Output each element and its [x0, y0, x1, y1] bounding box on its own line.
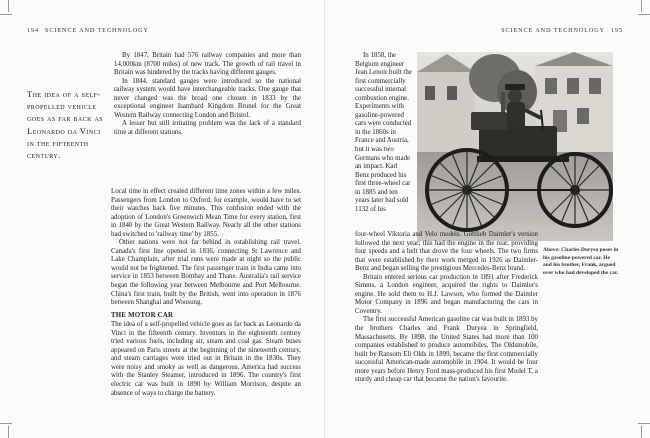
right-page-number: 195	[611, 27, 623, 34]
pull-quote: The idea of a self-propelled vehicle goes as far back as Leonardo da Vinci in the fifteenth century.	[27, 89, 104, 161]
paragraph: The first successful American gasoline car was built in 1893 by the brothers Charles and Frank Duryea in Springfield, Massachusetts. By 1898, the United States had more than 100 companies established to produce automobiles. The Oldsmobile, built by Ransom Eli Olds in 1899, became the first commercially successful American-made automobile in 1904. It would be four more years before Henry Ford mass-produced his first Model T, a sturdy and cheap car that became the nation's favourite.	[355, 316, 538, 384]
car-photo-illustration	[417, 52, 613, 241]
paragraph: Britain entered serious car production in 1891 after Frederick Simms, a London engineer, acquired the rights to Daimler's engine. He sold them to H.J. Lawson, who formed the Daimler Motor Company in 1896 and began manufacturing the cars in Coventry.	[355, 273, 538, 315]
paragraph: The idea of a self-propelled vehicle goes as far back as Leonardo da Vinci in the fifteenth century. Inventors in the eighteenth century tried various fuels, including air, steam and coal gas. Steam buses appeared on Paris streets at the beginning of the nineteenth century, and steam carriages were tried out in Britain in the 1830s. They were noisy and smoky as well as dangerous. America had success with the Stanley Steamer, introduced in 1896. The country's first electric car was built in 1890 by William Morrison, despite an absence of ways to charge the battery.	[111, 321, 301, 397]
crop-mark	[641, 426, 642, 438]
right-narrow-column	[355, 52, 412, 214]
section-heading: THE MOTOR CAR	[111, 311, 174, 319]
paragraph: Local time in effect created different time zones within a few miles. Passengers from London to Oxford, for example, would have to set their watches back five minutes. This confusion ended with the adoption of London's Greenwich Mean Time for every station, first in 1840 by the Great Western Railway. Nearly all the other stations had switched to 'railway time' by 1855.	[111, 188, 301, 238]
paragraph: In 1844, standard gauges were introduced so the national railway system would have interchangeable tracks. One gauge that never changed was the broad one chosen in 1833 by the exceptional engineer Isambard Kingdom Brunel for the Great Western Railway connecting London and Bristol.	[114, 77, 301, 119]
right-running-title: SCIENCE AND TECHNOLOGY	[501, 27, 606, 34]
duryea-car-photo	[417, 52, 613, 241]
crop-mark	[641, 0, 642, 12]
crop-mark	[0, 423, 12, 424]
paragraph: Other nations were not far behind in establishing rail travel. Canada's first line opened in 1836, connecting St Lawrence and Lake Champlain, after trial runs were made at night so the public would not be frightened. The first passenger train in India came into service in 1853 between Bombay and Thane. Australia's rail service began the following year between Melbourne and Port Melbourne. China's first train, built by the British, went into operation in 1876 between Shanghai and Woosung.	[111, 239, 301, 307]
crop-mark	[638, 14, 650, 15]
left-running-title: SCIENCE AND TECHNOLOGY	[44, 27, 149, 34]
left-top-column	[114, 52, 301, 137]
left-full-column	[111, 188, 301, 398]
photo-caption: Above: Charles Duryea poses in his gasoline-powered car. He and his brother, Frank, argued over who had developed the car.	[543, 247, 619, 276]
crop-mark	[0, 14, 12, 15]
crop-mark	[8, 426, 9, 438]
paragraph: In 1858, the Belgium engineer Jean Lenoir built the first commercially successful internal combustion engine. Experiments with gasoline-powered cars were conducted in the 1860s in France and Austria, but it was two Germans who made an impact. Karl Benz produced his first three-wheel car in 1885 and ten years later had sold 1132 of his	[355, 52, 412, 213]
paragraph: A lesser but still irritating problem was the lack of a standard time at different stations.	[114, 120, 301, 136]
right-running-head	[501, 27, 623, 34]
right-wide-column	[355, 231, 538, 385]
left-page-number: 194	[27, 27, 39, 34]
paragraph: four-wheel Viktoria and Velo models. Gottlieb Daimler's version followed the next year; this had the engine in the rear, providing four speeds and a belt that drove the four wheels. The two firms that were established by their work merged in 1926 as Daimler-Benz and began selling the prestigious Mercedes-Benz brand.	[355, 231, 538, 273]
crop-mark	[8, 0, 9, 12]
left-running-head	[27, 27, 149, 34]
paragraph: By 1847, Britain had 576 railway companies and more than 14,000km (8700 miles) of new track. The growth of rail travel in Britain was hindered by the tracks having different gauges.	[114, 52, 301, 77]
crop-mark	[638, 423, 650, 424]
